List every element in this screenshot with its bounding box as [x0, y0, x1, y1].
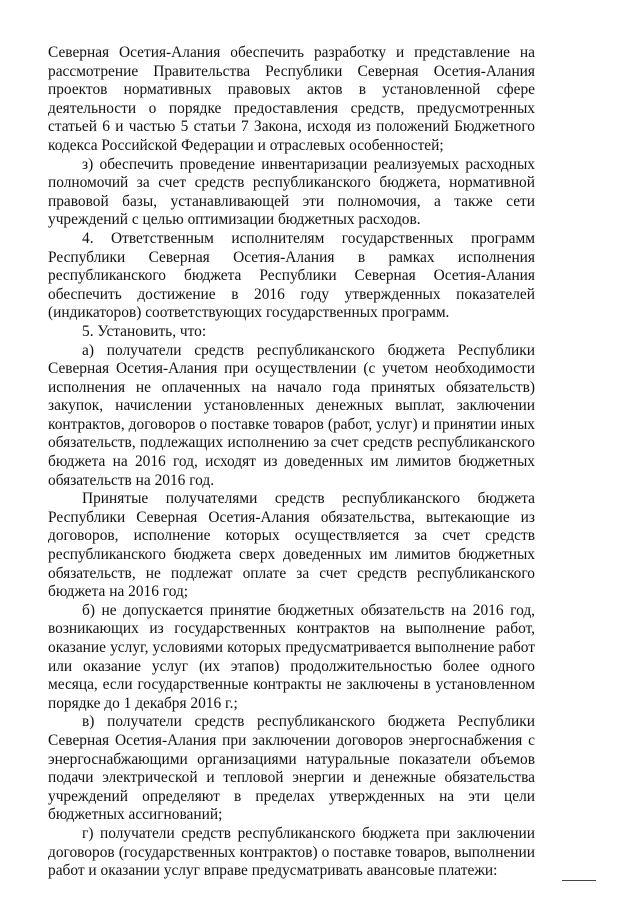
paragraph-clause-4: 4. Ответственным исполнителям государственных программ Республики Северная Осетия-Алания в рамках исполнения республиканского бюджета Республики Северная Осетия-Алания обеспечить достижение в 2016 году утвержденных показателей (индикаторов) соответствующих государственных программ.: [48, 229, 535, 322]
paragraph-item-z: з) обеспечить проведение инвентаризации реализуемых расходных полномочий за счет средств республиканского бюджета, нормативной правовой базы, устанавливающей эти полномочия, а также сети учреждений с целью оптимизации бюджетных расходов.: [48, 155, 535, 229]
paragraph-item-g: г) получатели средств республиканского бюджета при заключении договоров (государственных контрактов) о поставке товаров, выполнении работ и оказании услуг вправе предусматривать авансовые платежи:: [48, 824, 535, 880]
paragraph-clause-5: 5. Установить, что:: [82, 322, 207, 340]
paragraph-item-v: в) получатели средств республиканского бюджета Республики Северная Осетия-Алания при заключении договоров энергоснабжения с энергоснабжающими организациями натуральные показатели объемов подачи электрической и тепловой энергии и денежные обязательства учреждений определяют в пределах утвержденных на эти цели бюджетных ассигнований;: [48, 713, 535, 824]
footer-divider: [562, 880, 596, 881]
paragraph-continuation: Северная Осетия-Алания обеспечить разработку и представление на рассмотрение Правительства Республики Северная Осетия-Алания проектов нормативных правовых актов в установленной сфере деятельности о порядке предоставления средств, предусмотренных статьей 6 и частью 5 статьи 7 Закона, исходя из положений Бюджетного кодекса Российской Федерации и отраслевых особенностей;: [48, 44, 535, 154]
paragraph-item-a: а) получатели средств республиканского бюджета Республики Северная Осетия-Алания при осуществлении (с учетом необходимости исполнения не оплаченных на начало года принятых обязательств) закупок, начислении установленных денежных выплат, заключении контрактов, договоров о поставке товаров (работ, услуг) и принятии иных обязательств, подлежащих исполнению за счет средств республиканского бюджета на 2016 год, исходят из доведенных им лимитов бюджетных обязательств на 2016 год.: [48, 341, 535, 489]
document-page: [48, 44, 535, 881]
paragraph-item-a-continued: Принятые получателями средств республиканского бюджета Республики Северная Осетия-Алания обязательства, вытекающие из договоров, исполнение которых осуществляется за счет средств республиканского бюджета сверх доведенных им лимитов бюджетных обязательств, не подлежат оплате за счет средств республиканского бюджета на 2016 год;: [48, 490, 535, 601]
paragraph-item-b: б) не допускается принятие бюджетных обязательств на 2016 год, возникающих из государственных контрактов на выполнение работ, оказание услуг, условиями которых предусматривается выполнение работ или оказание услуг (их этапов) продолжительностью более одного месяца, если государственные контракты не заключены в установленном порядке до 1 декабря 2016 г.;: [48, 601, 535, 712]
